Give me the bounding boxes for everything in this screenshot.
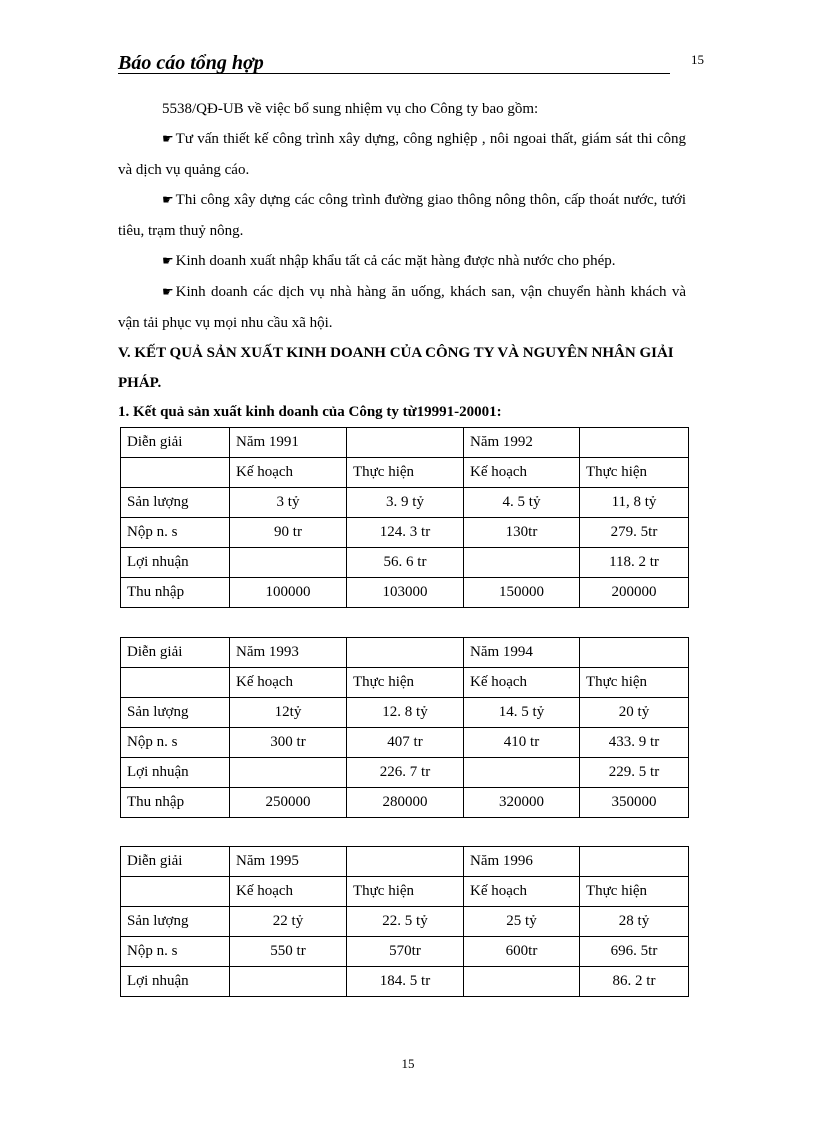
- pointing-hand-icon: ☛: [162, 193, 174, 208]
- column-header: Thực hiện: [580, 668, 689, 698]
- column-header: Kế hoạch: [230, 877, 347, 907]
- row-label: Sản lượng: [121, 488, 230, 518]
- year-header: Năm 1993: [230, 638, 347, 668]
- results-table-1993-1994: [120, 637, 689, 818]
- table-cell: 11, 8 tỷ: [580, 488, 689, 518]
- report-title: Báo cáo tổng hợp: [118, 52, 264, 74]
- table-cell: 250000: [230, 788, 347, 818]
- table-cell: Diễn giải: [121, 638, 230, 668]
- column-header: Kế hoạch: [464, 458, 580, 488]
- table-cell: [464, 548, 580, 578]
- bullet-text: Tư vấn thiết kế công trình xây dựng, công nghiệp , nôi ngoai thất, giám sát thi công và dịch vụ quảng cáo.: [118, 131, 686, 178]
- table-cell: 130tr: [464, 518, 580, 548]
- bullet-item: [118, 185, 686, 246]
- table-cell: [230, 758, 347, 788]
- table-cell: 12tỷ: [230, 698, 347, 728]
- table-cell: [580, 428, 689, 458]
- column-header: Kế hoạch: [464, 668, 580, 698]
- table-cell: 3 tỷ: [230, 488, 347, 518]
- table-cell: 300 tr: [230, 728, 347, 758]
- row-label: Thu nhập: [121, 578, 230, 608]
- table-cell: 550 tr: [230, 937, 347, 967]
- page-header: [118, 50, 704, 76]
- table-row: [121, 488, 689, 518]
- table-cell: [347, 638, 464, 668]
- row-label: Sản lượng: [121, 907, 230, 937]
- table-cell: [464, 758, 580, 788]
- table-row: [121, 847, 689, 877]
- row-label: Lợi nhuận: [121, 758, 230, 788]
- table-cell: 600tr: [464, 937, 580, 967]
- table-cell: 696. 5tr: [580, 937, 689, 967]
- page-footer-number: 15: [401, 1056, 415, 1071]
- bullet-text: Kinh doanh các dịch vụ nhà hàng ăn uống, khách san, vận chuyển hành khách và vận tải phục vụ mọi nhu cầu xã hội.: [118, 284, 686, 331]
- table-cell: 90 tr: [230, 518, 347, 548]
- table-cell: 350000: [580, 788, 689, 818]
- column-header: Kế hoạch: [230, 458, 347, 488]
- table-row: [121, 788, 689, 818]
- pointing-hand-icon: ☛: [162, 132, 174, 147]
- bullet-text: Thi công xây dựng các công trình đường giao thông nông thôn, cấp thoát nước, tưới tiêu, trạm thuỷ nông.: [118, 192, 686, 239]
- table-row: [121, 518, 689, 548]
- table-cell: 407 tr: [347, 728, 464, 758]
- header-page-number: 15: [691, 52, 704, 67]
- table-cell: 28 tỷ: [580, 907, 689, 937]
- table-row: [121, 638, 689, 668]
- table-cell: 22. 5 tỷ: [347, 907, 464, 937]
- table-cell: 124. 3 tr: [347, 518, 464, 548]
- intro-paragraph: 5538/QĐ-UB về việc bổ sung nhiệm vụ cho Công ty bao gồm:: [162, 101, 539, 117]
- pointing-hand-icon: ☛: [162, 285, 174, 300]
- table-cell: 12. 8 tỷ: [347, 698, 464, 728]
- row-label: Lợi nhuận: [121, 967, 230, 997]
- header-rule: [118, 73, 670, 74]
- table-cell: 22 tỷ: [230, 907, 347, 937]
- table-cell: 200000: [580, 578, 689, 608]
- row-label: Lợi nhuận: [121, 548, 230, 578]
- table-cell: [464, 967, 580, 997]
- table-cell: 410 tr: [464, 728, 580, 758]
- table-row: [121, 698, 689, 728]
- column-header: Thực hiện: [347, 458, 464, 488]
- table-row: [121, 578, 689, 608]
- table-cell: 150000: [464, 578, 580, 608]
- bullet-item: [118, 246, 686, 277]
- table-cell: [347, 428, 464, 458]
- results-table-1995-1996: [120, 846, 689, 997]
- table-cell: 229. 5 tr: [580, 758, 689, 788]
- table-cell: [121, 668, 230, 698]
- pointing-hand-icon: ☛: [162, 254, 174, 269]
- table-cell: 86. 2 tr: [580, 967, 689, 997]
- table-cell: 279. 5tr: [580, 518, 689, 548]
- sub-heading: 1. Kết quả sản xuất kinh doanh của Công ty từ19991-20001:: [118, 404, 502, 420]
- body-text: [118, 94, 686, 426]
- section-heading: V. KẾT QUẢ SẢN XUẤT KINH DOANH CỦA CÔNG TY VÀ NGUYÊN NHÂN GIẢI PHÁP.: [118, 345, 674, 391]
- table-row: [121, 967, 689, 997]
- bullet-item: [118, 124, 686, 185]
- table-row: [121, 668, 689, 698]
- column-header: Thực hiện: [347, 668, 464, 698]
- table-cell: 100000: [230, 578, 347, 608]
- row-label: Sản lượng: [121, 698, 230, 728]
- year-header: Năm 1996: [464, 847, 580, 877]
- column-header: Kế hoạch: [230, 668, 347, 698]
- table-cell: 4. 5 tỷ: [464, 488, 580, 518]
- column-header: Thực hiện: [580, 877, 689, 907]
- table-cell: Diễn giải: [121, 428, 230, 458]
- column-header: Thực hiện: [347, 877, 464, 907]
- table-cell: 25 tỷ: [464, 907, 580, 937]
- year-header: Năm 1995: [230, 847, 347, 877]
- table-row: [121, 428, 689, 458]
- column-header: Thực hiện: [580, 458, 689, 488]
- table-cell: 570tr: [347, 937, 464, 967]
- bullet-text: Kinh doanh xuất nhập khẩu tất cả các mặt hàng được nhà nước cho phép.: [175, 253, 616, 269]
- table-cell: 14. 5 tỷ: [464, 698, 580, 728]
- row-label: Nộp n. s: [121, 518, 230, 548]
- table-cell: 226. 7 tr: [347, 758, 464, 788]
- table-cell: [121, 458, 230, 488]
- table-cell: [580, 847, 689, 877]
- row-label: Nộp n. s: [121, 728, 230, 758]
- table-cell: 3. 9 tỷ: [347, 488, 464, 518]
- table-cell: [121, 877, 230, 907]
- table-row: [121, 937, 689, 967]
- table-row: [121, 728, 689, 758]
- table-row: [121, 907, 689, 937]
- table-row: [121, 548, 689, 578]
- table-cell: 20 tỷ: [580, 698, 689, 728]
- year-header: Năm 1991: [230, 428, 347, 458]
- table-cell: [347, 847, 464, 877]
- table-cell: [230, 548, 347, 578]
- table-cell: 56. 6 tr: [347, 548, 464, 578]
- table-cell: 433. 9 tr: [580, 728, 689, 758]
- year-header: Năm 1992: [464, 428, 580, 458]
- row-label: Thu nhập: [121, 788, 230, 818]
- table-cell: 280000: [347, 788, 464, 818]
- table-cell: [580, 638, 689, 668]
- table-cell: 320000: [464, 788, 580, 818]
- table-cell: [230, 967, 347, 997]
- results-table-1991-1992: [120, 427, 689, 608]
- table-cell: 184. 5 tr: [347, 967, 464, 997]
- table-row: [121, 458, 689, 488]
- column-header: Kế hoạch: [464, 877, 580, 907]
- table-cell: 103000: [347, 578, 464, 608]
- table-cell: 118. 2 tr: [580, 548, 689, 578]
- table-cell: Diễn giải: [121, 847, 230, 877]
- row-label: Nộp n. s: [121, 937, 230, 967]
- table-row: [121, 758, 689, 788]
- year-header: Năm 1994: [464, 638, 580, 668]
- table-row: [121, 877, 689, 907]
- bullet-item: [118, 277, 686, 338]
